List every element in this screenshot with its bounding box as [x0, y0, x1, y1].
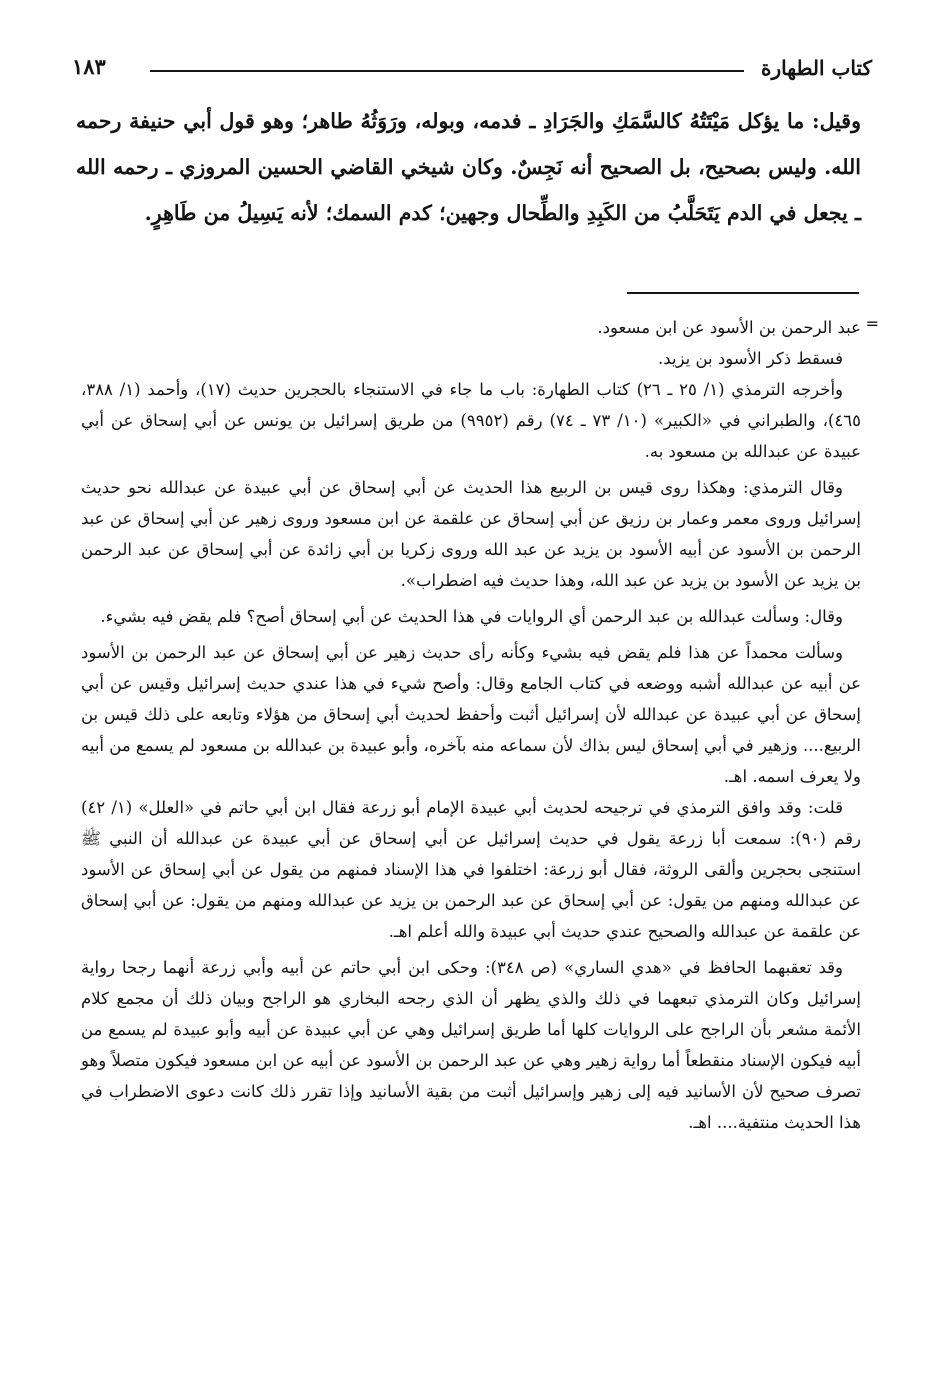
page-header — [72, 48, 872, 88]
footnote-paragraph-1: عبد الرحمن بن الأسود عن ابن مسعود. — [597, 318, 861, 337]
footnote-paragraph-2: فسقط ذكر الأسود بن يزيد. — [658, 349, 843, 368]
main-paragraph: ما يؤكل مَيْتَتُهُ كالسَّمَكِ والجَرَادِ ـ فدمه، وبوله، ورَوَثُهُ طاهر؛ وهو قول أبي حنيفة رحمه الله. وليس بصحيح، بل الصحيح أنه نَجِسٌ. وكان شيخي القاضي الحسين المروزي ـ رحمه الله ـ يجعل في الدم يَتَحَلَّبُ من الكَبِدِ والطِّحال وجهين؛ كدم السمك؛ لأنه يَسِيلُ من طَاهِرٍ. — [76, 109, 861, 225]
main-lead-word: وقيل: — [812, 109, 862, 133]
main-text — [76, 98, 861, 236]
page-number: ١٨٣ — [72, 54, 106, 79]
footnote-paragraph-8: وقد تعقبهما الحافظ في «هدي الساري» (ص ٣٤٨): وحكى ابن أبي حاتم عن أبيه وأبي زرعة أنهما رجحا رواية إسرائيل وكان الترمذي تبعهما في ذلك والذي يظهر أن الذي رجحه البخاري هو الراجح وبيان ذلك أن مجمع كلام الأئمة مشعر بأن الراجح على الروايات كلها أما طريق إسرائيل وهي عن أبي عبيدة عن أبيه وأبو عبيدة لم يسمع من أبيه فيكون الإسناد منقطعاً أما رواية زهير وهي عن عبد الرحمن بن الأسود عن أبيه عن ابن مسعود فيكون متصلاً وهو تصرف صحيح لأن الأسانيد فيه إلى زهير وإسرائيل أثبت من بقية الأسانيد وإذا تقرر ذلك كانت دعوى الاضطراب في هذا الحديث منتفية.... اهـ. — [81, 958, 861, 1132]
footnote-paragraph-4: وقال الترمذي: وهكذا روى قيس بن الربيع هذا الحديث عن أبي إسحاق عن أبي عبيدة عن عبدالله نحو حديث إسرائيل وروى معمر وعمار بن رزيق عن أبي إسحاق عن علقمة عن ابن مسعود وروى زهير عن أبي إسحاق عن عبد الرحمن بن الأسود عن أبيه الأسود بن يزيد عن عبد الله وروى زكريا بن أبي زائدة عن أبي إسحاق عن عبد الرحمن بن يزيد عن الأسود بن يزيد عن عبد الله، وهذا حديث فيه اضطراب». — [81, 478, 861, 590]
footnote-divider — [627, 292, 859, 294]
footnote-paragraph-6: وسألت محمداً عن هذا فلم يقض فيه بشيء وكأنه رأى حديث زهير عن أبي إسحاق عن عبد الرحمن بن الأسود عن أبيه عن عبدالله أشبه ووضعه في كتاب الجامع وقال: وأصح شيء في هذا عندي حديث إسرائيل وقيس عن أبي إسحاق عن أبي عبيدة عن عبدالله لأن إسرائيل أثبت وأحفظ لحديث أبي إسحاق من هؤلاء وتابعه على ذلك قيس بن الربيع.... وزهير في أبي إسحاق ليس بذاك لأن سماعه منه بآخره، وأبو عبيدة بن عبدالله بن مسعود لم يسمع من أبيه ولا يعرف اسمه. اهـ. — [81, 643, 861, 786]
footnote-paragraph-3: وأخرجه الترمذي (١/ ٢٥ ـ ٢٦) كتاب الطهارة: باب ما جاء في الاستنجاء بالحجرين حديث (١٧)، وأحمد (١/ ٣٨٨، ٤٦٥)، والطبراني في «الكبير» (١٠/ ٧٣ ـ ٧٤) رقم (٩٩٥٢) من طريق إسرائيل بن يونس عن أبي إسحاق عن أبي عبيدة عن عبدالله بن مسعود به. — [81, 380, 861, 461]
footnote-paragraph-5: وقال: وسألت عبدالله بن عبد الرحمن أي الروايات في هذا الحديث عن أبي إسحاق أصح؟ فلم يقض فيه بشيء. — [100, 607, 843, 626]
header-rule — [150, 70, 744, 72]
footnotes — [81, 312, 861, 1138]
footnote-continuation-mark: = — [865, 314, 879, 333]
chapter-title: كتاب الطهارة — [761, 56, 872, 80]
footnote-paragraph-7: قلت: وقد وافق الترمذي في ترجيحه لحديث أبي عبيدة الإمام أبو زرعة فقال ابن أبي حاتم في «العلل» (١/ ٤٢) رقم (٩٠): سمعت أبا زرعة يقول في حديث إسرائيل عن أبي إسحاق عن أبي عبيدة عن عبدالله أن النبي ﷺ استنجى بحجرين وألقى الروثة، فقال أبو زرعة: اختلفوا في هذا الإسناد فمنهم من يقول عن أبي إسحاق عن الأسود عن عبدالله ومنهم من يقول: عن أبي إسحاق عن عبد الرحمن بن يزيد عن عبدالله ومنهم من يقول: عن أبي إسحاق عن علقمة عن عبدالله والصحيح عندي حديث أبي عبيدة والله أعلم اهـ. — [81, 798, 861, 941]
